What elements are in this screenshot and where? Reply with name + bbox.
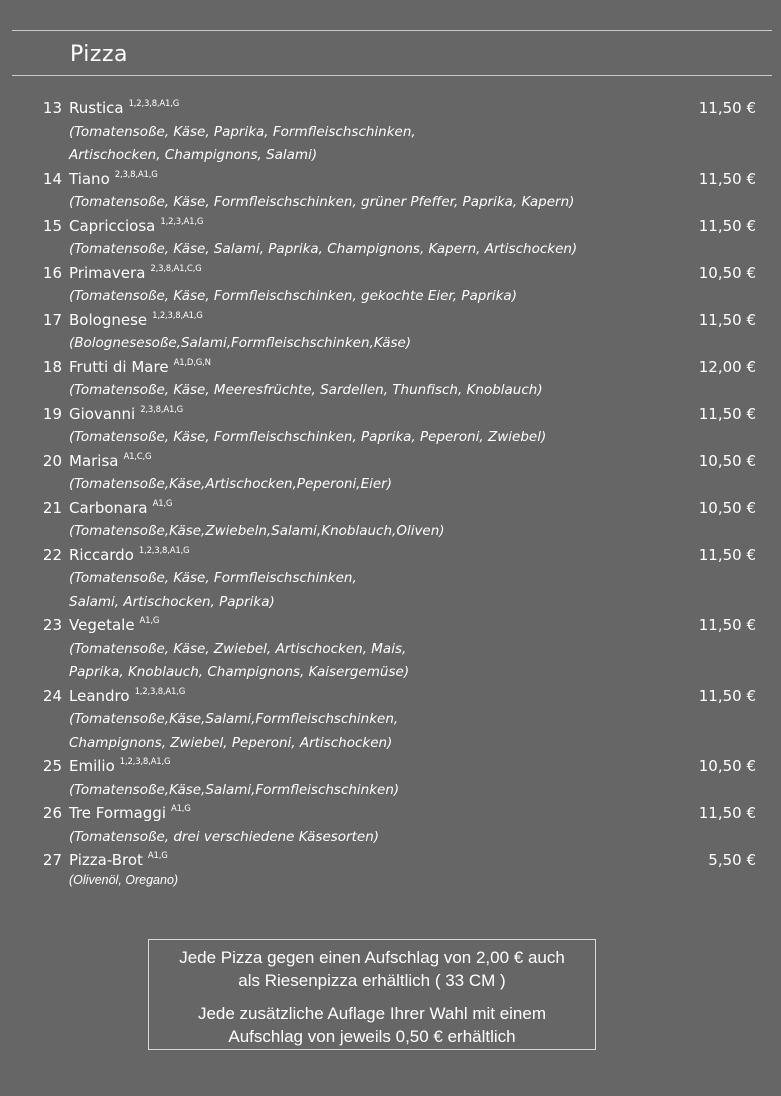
item-number: 27 [42,851,62,869]
item-allergens: 1,2,3,8,A1,G [128,99,180,109]
item-name [69,546,189,564]
item-description-text: (Tomatensoße,Käse,Salami,Formfleischschinken, [69,711,399,727]
item-name [69,687,185,705]
item-description-line [0,378,781,402]
item-number: 14 [42,169,62,188]
item-number: 23 [42,616,62,634]
item-price: 11,50 € [698,216,756,235]
item-name-text: Frutti di Mare [69,357,169,376]
item-description-line [0,237,781,261]
menu-item [0,214,781,238]
item-name-text: Primavera [69,263,146,282]
item-price: 11,50 € [698,99,756,117]
item-description-text: Champignons, Zwiebel, Peperoni, Artischocken) [69,734,393,751]
menu-item [0,848,781,872]
item-allergens: 2,3,8,A1,C,G [150,263,202,274]
item-name-text: Rustica [69,99,124,117]
item-description-line [0,637,781,661]
item-allergens: A1,C,G [123,451,152,462]
item-description-text: Paprika, Knoblauch, Champignons, Kaisergemüse) [69,664,410,680]
item-description-text: (Tomatensoße, Käse, Zwiebel, Artischocken, Mais, [69,640,407,657]
info-box [148,939,596,1050]
item-name-text: Riccardo [69,545,134,564]
item-name-text: Emilio [69,757,115,775]
menu-item [0,96,781,120]
item-name [69,851,168,869]
item-description-line [0,519,781,543]
item-name-text: Tiano [69,169,110,188]
item-number: 20 [42,451,62,470]
item-description-line [0,825,781,849]
item-description-text: (Bolognesesoße,Salami,Formfleischschinken,Käse) [69,335,412,351]
item-allergens: A1,D,G,N [173,357,211,368]
item-description-line [0,190,781,214]
item-name-text: Capricciosa [69,216,156,235]
pizza-menu-list [0,96,781,890]
item-allergens: 1,2,3,8,A1,G [119,757,171,767]
item-name-text: Marisa [69,451,119,470]
top-divider [12,30,772,31]
item-price: 11,50 € [698,169,756,188]
item-description-line [0,331,781,355]
item-name-text: Leandro [69,686,130,705]
item-description-text: (Tomatensoße, Käse, Meeresfrüchte, Sardellen, Thunfisch, Knoblauch) [69,382,543,398]
item-description-text: (Tomatensoße,Käse,Salami,Formfleischschinken) [69,781,400,798]
item-description-line [0,707,781,731]
item-name-text: Pizza-Brot [69,851,143,869]
item-description-line [0,660,781,684]
item-allergens: 1,2,3,8,A1,G [138,545,190,556]
item-description-line [0,284,781,308]
item-price: 11,50 € [698,310,756,329]
item-price: 10,50 € [698,757,756,775]
info-line-1: Jede Pizza gegen einen Aufschlag von 2,00 € auch [179,948,565,967]
item-name-text: Tre Formaggi [69,804,166,822]
item-allergens: 2,3,8,A1,G [140,404,184,415]
item-allergens: 1,2,3,8,A1,G [134,686,186,697]
item-name [69,217,203,235]
item-price: 5,50 € [708,851,756,869]
item-price: 12,00 € [698,357,756,376]
item-name-text: Bolognese [69,310,148,329]
menu-item [0,754,781,778]
menu-item [0,684,781,708]
menu-item [0,613,781,637]
item-name-text: Giovanni [69,404,136,423]
item-name [69,99,179,117]
item-description-text: (Tomatensoße, Käse, Paprika, Formfleischschinken, [69,123,416,140]
item-price: 11,50 € [698,804,756,822]
item-name [69,757,170,775]
item-price: 11,50 € [698,686,756,705]
item-allergens: A1,G [139,616,160,626]
item-description-line [0,590,781,614]
item-price: 11,50 € [698,545,756,564]
menu-item [0,355,781,379]
menu-item [0,543,781,567]
item-price: 11,50 € [698,616,756,634]
item-allergens: A1,G [147,851,168,861]
item-description-line [0,120,781,144]
item-number: 19 [42,404,62,423]
item-price: 11,50 € [698,404,756,423]
menu-item [0,449,781,473]
item-description-line [0,872,781,890]
item-description-text: (Tomatensoße, Käse, Formfleischschinken, Paprika, Peperoni, Zwiebel) [69,429,547,445]
item-description-text: (Tomatensoße, drei verschiedene Käsesorten) [69,828,380,845]
item-name [69,804,191,822]
item-description-line [0,731,781,755]
title-divider [12,75,772,76]
item-description-text: (Tomatensoße, Käse, Formfleischschinken, grüner Pfeffer, Paprika, Kapern) [69,194,575,210]
item-name-text: Vegetale [69,616,135,634]
item-allergens: 1,2,3,8,A1,G [152,310,203,321]
item-number: 24 [42,686,62,705]
item-number: 26 [42,804,62,822]
item-price: 10,50 € [698,263,756,282]
item-allergens: A1,G [170,804,191,814]
item-number: 18 [42,357,62,376]
menu-item [0,261,781,285]
menu-item [0,801,781,825]
info-line-4: Aufschlag von jeweils 0,50 € erhältlich [228,1027,516,1046]
menu-item [0,402,781,426]
item-number: 21 [42,498,62,517]
item-allergens: A1,G [152,498,173,509]
item-number: 16 [42,263,62,282]
item-description-text: (Tomatensoße,Käse,Zwiebeln,Salami,Knoblauch,Oliven) [69,523,445,539]
item-name [69,311,203,329]
item-description-text: (Tomatensoße, Käse, Formfleischschinken, gekochte Eier, Paprika) [69,288,517,304]
item-allergens: 2,3,8,A1,G [114,169,158,180]
item-description-line [0,472,781,496]
page-title: Pizza [70,42,128,67]
item-number: 15 [42,216,62,235]
info-line-3: Jede zusätzliche Auflage Ihrer Wahl mit einem [197,1004,547,1023]
menu-item [0,308,781,332]
menu-item [0,167,781,191]
item-description-line [0,425,781,449]
item-description-text: (Olivenöl, Oregano) [69,872,179,887]
item-allergens: 1,2,3,A1,G [160,216,204,227]
item-number: 13 [42,99,62,117]
item-description-text: Salami, Artischocken, Paprika) [69,593,275,610]
item-name [69,405,183,423]
info-line-2: als Riesenpizza erhältlich ( 33 CM ) [238,971,506,990]
item-description-text: Artischocken, Champignons, Salami) [69,147,318,163]
item-number: 22 [42,545,62,564]
item-name [69,499,172,517]
item-price: 10,50 € [698,451,756,470]
item-description-text: (Tomatensoße, Käse, Salami, Paprika, Champignons, Kapern, Artischocken) [69,241,578,257]
item-description-text: (Tomatensoße, Käse, Formfleischschinken, [69,570,357,586]
menu-item [0,496,781,520]
item-name [69,264,201,282]
item-price: 10,50 € [698,498,756,517]
item-name [69,452,151,470]
item-description-text: (Tomatensoße,Käse,Artischocken,Peperoni,Eier) [69,476,392,492]
item-number: 17 [42,310,62,329]
item-description-line [0,778,781,802]
item-name-text: Carbonara [69,498,148,517]
item-number: 25 [42,757,62,775]
item-description-line [0,566,781,590]
item-name [69,358,211,376]
item-name [69,616,159,634]
item-description-line [0,143,781,167]
item-name [69,170,158,188]
